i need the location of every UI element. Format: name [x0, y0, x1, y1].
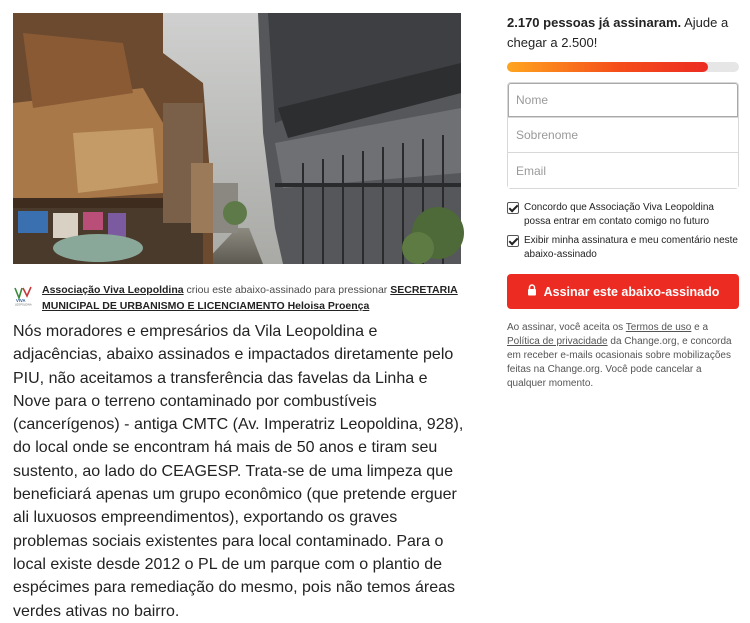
svg-text:VIVA: VIVA	[16, 298, 26, 303]
display-signature-label: Exibir minha assinatura e meu comentário neste abaixo-assinado	[524, 235, 738, 260]
legal-notice	[507, 321, 739, 391]
last-name-input[interactable]	[508, 118, 738, 153]
organization-link[interactable]: Associação Viva Leopoldina	[42, 284, 184, 296]
legal-text-1: Ao assinar, você aceita os	[507, 322, 626, 333]
signature-count	[507, 13, 739, 53]
legal-text-3: da Change.org, e concorda em receber e-mails ocasionais sobre mobilizações feitas na Change.org. Você pode cancelar a qualquer momento.	[507, 336, 732, 389]
display-signature-checkbox[interactable]	[507, 234, 739, 262]
checkbox-checked-icon[interactable]	[507, 235, 519, 247]
contact-consent-checkbox[interactable]	[507, 201, 739, 229]
terms-of-use-link[interactable]: Termos de uso	[625, 322, 692, 333]
sign-panel	[507, 13, 739, 391]
email-input[interactable]	[508, 153, 738, 188]
first-name-input[interactable]	[508, 83, 738, 118]
signature-progress-bar	[507, 62, 739, 72]
legal-text-2: e a	[691, 322, 709, 333]
lock-icon	[527, 284, 537, 299]
signature-progress-fill	[507, 62, 708, 72]
creator-line	[13, 282, 463, 314]
sign-petition-label: Assinar este abaixo-assinado	[543, 284, 720, 299]
signature-form	[507, 82, 739, 189]
checkbox-checked-icon[interactable]	[507, 202, 519, 214]
petition-hero-image	[13, 13, 461, 264]
favela-photo	[13, 13, 461, 264]
contact-consent-label: Concordo que Associação Viva Leopoldina possa entrar em contato comigo no futuro	[524, 202, 714, 227]
petition-description: Nós moradores e empresários da Vila Leopoldina e adjacências, abaixo assinados e impactados diretamente pelo PIU, não aceitamos a transferência das favelas da Linha e Nove para o terreno contaminado por combustíveis (cancerígenos) - antiga CMTC (Av. Imperatriz Leopoldina, 928), do local onde se encontram há mais de 50 anos e tiram seu sustento, ao lado do CEAGESP. Trata-se de uma limpeza que beneficiará apenas um grupo econômico (que pretende erguer ali luxuosos empreendimentos), exportando os graves problemas sociais existentes para local contaminado. Para o local existe desde 2012 o PL de um parque com o plantio de espécimes para remediação do mesmo, pois não temos áreas verdes ativas no bairro.	[13, 323, 464, 620]
svg-text:LEOPOLDINA: LEOPOLDINA	[15, 303, 32, 307]
decision-maker-link[interactable]: SECRETARIA MUNICIPAL DE URBANISMO E LICENCIAMENTO Heloisa Proença	[42, 284, 458, 312]
privacy-policy-link[interactable]: Política de privacidade	[507, 336, 608, 347]
organization-logo	[13, 284, 35, 306]
sign-petition-button[interactable]	[507, 274, 739, 309]
signature-goal-text: Ajude a chegar a 2.500!	[507, 15, 729, 50]
signature-count-number: 2.170 pessoas já assinaram.	[507, 15, 682, 30]
creator-action-text: criou este abaixo-assinado para pressionar	[183, 284, 391, 296]
